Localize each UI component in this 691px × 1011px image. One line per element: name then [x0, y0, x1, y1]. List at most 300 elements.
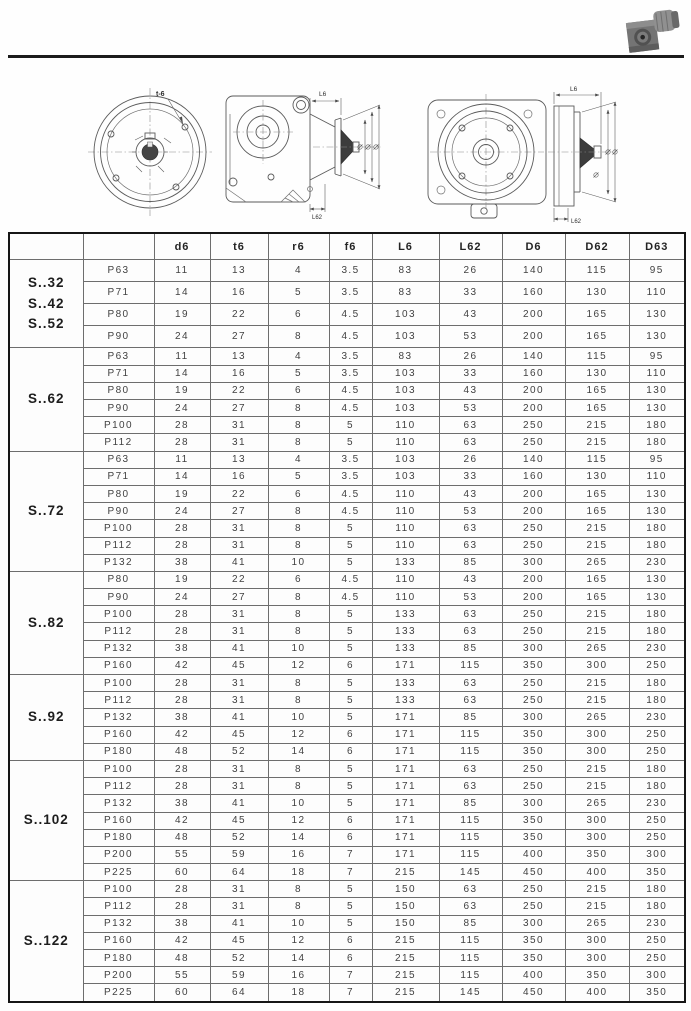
value-cell: 31 — [210, 675, 268, 692]
value-cell: 28 — [154, 898, 210, 915]
column-header: L62 — [439, 233, 502, 260]
value-cell: 250 — [502, 623, 565, 640]
value-cell: 130 — [629, 571, 685, 588]
value-cell: 12 — [268, 657, 329, 674]
value-cell: 8 — [268, 326, 329, 348]
value-cell: 165 — [565, 326, 629, 348]
value-cell: 171 — [372, 760, 439, 777]
keyed-bore-detail — [132, 133, 171, 172]
dimension-table — [8, 232, 686, 1003]
value-cell: 28 — [154, 537, 210, 554]
value-cell: 4.5 — [329, 485, 372, 502]
value-cell: 115 — [565, 348, 629, 365]
value-cell: 85 — [439, 915, 502, 932]
value-cell: 41 — [210, 915, 268, 932]
value-cell: 350 — [502, 950, 565, 967]
value-cell: 215 — [372, 864, 439, 881]
value-cell: 28 — [154, 623, 210, 640]
value-cell: 103 — [372, 304, 439, 326]
value-cell: 115 — [439, 657, 502, 674]
value-cell: 180 — [629, 778, 685, 795]
table-row — [9, 451, 685, 468]
value-cell: 230 — [629, 915, 685, 932]
value-cell: 18 — [268, 864, 329, 881]
value-cell: 28 — [154, 520, 210, 537]
value-cell: 27 — [210, 326, 268, 348]
size-cell: P200 — [83, 846, 154, 863]
value-cell: 350 — [502, 932, 565, 949]
value-cell: 265 — [565, 640, 629, 657]
value-cell: 18 — [268, 984, 329, 1002]
value-cell: 140 — [502, 348, 565, 365]
value-cell: 63 — [439, 434, 502, 451]
value-cell: 24 — [154, 400, 210, 417]
value-cell: 43 — [439, 304, 502, 326]
value-cell: 10 — [268, 554, 329, 571]
value-cell: 115 — [439, 743, 502, 760]
value-cell: 180 — [629, 623, 685, 640]
value-cell: 14 — [154, 365, 210, 382]
table-row — [9, 589, 685, 606]
value-cell: 95 — [629, 260, 685, 282]
value-cell: 5 — [268, 365, 329, 382]
value-cell: 5 — [329, 520, 372, 537]
value-cell: 110 — [629, 365, 685, 382]
size-cell: P80 — [83, 382, 154, 399]
value-cell: 42 — [154, 657, 210, 674]
value-cell: 350 — [629, 864, 685, 881]
value-cell: 12 — [268, 812, 329, 829]
value-cell: 200 — [502, 503, 565, 520]
value-cell: 5 — [329, 537, 372, 554]
value-cell: 145 — [439, 864, 502, 881]
size-cell: P112 — [83, 434, 154, 451]
value-cell: 200 — [502, 326, 565, 348]
value-cell: 6 — [329, 829, 372, 846]
table-row — [9, 915, 685, 932]
value-cell: 103 — [372, 468, 439, 485]
value-cell: 27 — [210, 589, 268, 606]
value-cell: 130 — [629, 589, 685, 606]
table-row — [9, 503, 685, 520]
value-cell: 4.5 — [329, 571, 372, 588]
size-cell: P160 — [83, 812, 154, 829]
value-cell: 3.5 — [329, 468, 372, 485]
group-label: S..82 — [9, 571, 83, 674]
value-cell: 28 — [154, 778, 210, 795]
value-cell: 63 — [439, 537, 502, 554]
value-cell: 300 — [565, 657, 629, 674]
empty-header-cell — [83, 233, 154, 260]
value-cell: 110 — [629, 468, 685, 485]
value-cell: 4.5 — [329, 382, 372, 399]
value-cell: 5 — [329, 434, 372, 451]
value-cell: 19 — [154, 304, 210, 326]
value-cell: 171 — [372, 726, 439, 743]
size-cell: P132 — [83, 709, 154, 726]
value-cell: 130 — [629, 382, 685, 399]
size-cell: P100 — [83, 760, 154, 777]
gearmotor-photo — [620, 5, 684, 57]
value-cell: 28 — [154, 675, 210, 692]
flange-front-view-drawing — [72, 86, 232, 218]
value-cell: 350 — [565, 846, 629, 863]
table-row — [9, 846, 685, 863]
value-cell: 200 — [502, 571, 565, 588]
value-cell: 64 — [210, 864, 268, 881]
value-cell: 215 — [372, 932, 439, 949]
value-cell: 6 — [268, 382, 329, 399]
value-cell: 13 — [210, 260, 268, 282]
table-row — [9, 606, 685, 623]
value-cell: 14 — [154, 282, 210, 304]
size-cell: P200 — [83, 967, 154, 984]
value-cell: 171 — [372, 778, 439, 795]
size-cell: P71 — [83, 282, 154, 304]
value-cell: 5 — [329, 606, 372, 623]
value-cell: 115 — [565, 260, 629, 282]
value-cell: 200 — [502, 485, 565, 502]
gearbox-flange-view-drawing — [418, 80, 620, 226]
value-cell: 6 — [329, 743, 372, 760]
value-cell: 215 — [372, 984, 439, 1002]
value-cell: 8 — [268, 881, 329, 898]
value-cell: 265 — [565, 795, 629, 812]
value-cell: 3.5 — [329, 451, 372, 468]
value-cell: 45 — [210, 812, 268, 829]
value-cell: 16 — [210, 468, 268, 485]
column-header: f6 — [329, 233, 372, 260]
table-row — [9, 537, 685, 554]
size-cell: P80 — [83, 304, 154, 326]
value-cell: 48 — [154, 950, 210, 967]
value-cell: 22 — [210, 571, 268, 588]
value-cell: 83 — [372, 282, 439, 304]
value-cell: 5 — [329, 795, 372, 812]
size-cell: P90 — [83, 400, 154, 417]
value-cell: 171 — [372, 743, 439, 760]
value-cell: 215 — [565, 778, 629, 795]
value-cell: 350 — [502, 726, 565, 743]
value-cell: 300 — [502, 709, 565, 726]
value-cell: 140 — [502, 260, 565, 282]
table-row — [9, 260, 685, 282]
value-cell: 130 — [565, 282, 629, 304]
value-cell: 160 — [502, 282, 565, 304]
value-cell: 14 — [268, 743, 329, 760]
value-cell: 133 — [372, 623, 439, 640]
value-cell: 215 — [372, 950, 439, 967]
size-cell: P100 — [83, 675, 154, 692]
value-cell: 103 — [372, 382, 439, 399]
value-cell: 63 — [439, 623, 502, 640]
value-cell: 350 — [502, 657, 565, 674]
value-cell: 8 — [268, 675, 329, 692]
value-cell: 150 — [372, 898, 439, 915]
table-row — [9, 640, 685, 657]
header-rule — [8, 55, 684, 58]
value-cell: 5 — [329, 915, 372, 932]
table-row — [9, 984, 685, 1002]
size-cell: P80 — [83, 571, 154, 588]
column-header: D62 — [565, 233, 629, 260]
value-cell: 6 — [329, 726, 372, 743]
value-cell: 5 — [329, 898, 372, 915]
value-cell: 53 — [439, 503, 502, 520]
value-cell: 63 — [439, 520, 502, 537]
value-cell: 55 — [154, 846, 210, 863]
value-cell: 24 — [154, 503, 210, 520]
value-cell: 230 — [629, 554, 685, 571]
table-row — [9, 709, 685, 726]
value-cell: 6 — [268, 571, 329, 588]
value-cell: 43 — [439, 571, 502, 588]
value-cell: 6 — [329, 950, 372, 967]
value-cell: 38 — [154, 640, 210, 657]
value-cell: 63 — [439, 606, 502, 623]
value-cell: 130 — [629, 400, 685, 417]
value-cell: 165 — [565, 304, 629, 326]
value-cell: 8 — [268, 537, 329, 554]
value-cell: 5 — [268, 468, 329, 485]
value-cell: 400 — [502, 967, 565, 984]
table-row — [9, 812, 685, 829]
value-cell: 400 — [502, 846, 565, 863]
value-cell: 59 — [210, 967, 268, 984]
value-cell: 28 — [154, 606, 210, 623]
value-cell: 215 — [565, 692, 629, 709]
value-cell: 8 — [268, 589, 329, 606]
size-cell: P63 — [83, 451, 154, 468]
value-cell: 45 — [210, 726, 268, 743]
value-cell: 31 — [210, 520, 268, 537]
value-cell: 215 — [565, 623, 629, 640]
value-cell: 41 — [210, 640, 268, 657]
value-cell: 4 — [268, 348, 329, 365]
value-cell: 6 — [329, 657, 372, 674]
size-cell: P112 — [83, 898, 154, 915]
value-cell: 6 — [268, 485, 329, 502]
size-cell: P180 — [83, 950, 154, 967]
value-cell: 8 — [268, 623, 329, 640]
value-cell: 31 — [210, 692, 268, 709]
value-cell: 5 — [329, 623, 372, 640]
size-cell: P132 — [83, 915, 154, 932]
value-cell: 171 — [372, 812, 439, 829]
value-cell: 8 — [268, 417, 329, 434]
value-cell: 10 — [268, 640, 329, 657]
value-cell: 300 — [565, 743, 629, 760]
value-cell: 53 — [439, 400, 502, 417]
value-cell: 45 — [210, 657, 268, 674]
value-cell: 42 — [154, 726, 210, 743]
value-cell: 63 — [439, 675, 502, 692]
value-cell: 11 — [154, 348, 210, 365]
value-cell: 5 — [329, 675, 372, 692]
value-cell: 27 — [210, 400, 268, 417]
value-cell: 160 — [502, 365, 565, 382]
table-row — [9, 829, 685, 846]
table-row — [9, 760, 685, 777]
value-cell: 52 — [210, 950, 268, 967]
table-row — [9, 692, 685, 709]
size-cell: P180 — [83, 743, 154, 760]
value-cell: 31 — [210, 606, 268, 623]
value-cell: 53 — [439, 326, 502, 348]
value-cell: 180 — [629, 417, 685, 434]
column-header: L6 — [372, 233, 439, 260]
value-cell: 63 — [439, 881, 502, 898]
value-cell: 43 — [439, 382, 502, 399]
value-cell: 215 — [565, 434, 629, 451]
table-row — [9, 365, 685, 382]
value-cell: 48 — [154, 743, 210, 760]
diameter-symbols — [358, 145, 379, 150]
value-cell: 11 — [154, 260, 210, 282]
value-cell: 250 — [629, 812, 685, 829]
table-row — [9, 726, 685, 743]
column-header: r6 — [268, 233, 329, 260]
value-cell: 19 — [154, 571, 210, 588]
value-cell: 130 — [565, 468, 629, 485]
value-cell: 55 — [154, 967, 210, 984]
size-cell: P160 — [83, 657, 154, 674]
value-cell: 250 — [502, 692, 565, 709]
size-cell: P132 — [83, 554, 154, 571]
value-cell: 171 — [372, 829, 439, 846]
table-row — [9, 282, 685, 304]
column-header: D63 — [629, 233, 685, 260]
value-cell: 350 — [629, 984, 685, 1002]
gearmotor-photo-shapes — [625, 9, 682, 53]
value-cell: 103 — [372, 326, 439, 348]
size-cell: P63 — [83, 348, 154, 365]
value-cell: 350 — [502, 743, 565, 760]
size-cell: P112 — [83, 537, 154, 554]
value-cell: 5 — [329, 692, 372, 709]
value-cell: 110 — [372, 589, 439, 606]
value-cell: 6 — [268, 304, 329, 326]
value-cell: 250 — [629, 726, 685, 743]
value-cell: 3.5 — [329, 282, 372, 304]
table-row — [9, 967, 685, 984]
value-cell: 200 — [502, 304, 565, 326]
size-cell: P80 — [83, 485, 154, 502]
value-cell: 12 — [268, 726, 329, 743]
value-cell: 110 — [372, 537, 439, 554]
value-cell: 7 — [329, 846, 372, 863]
value-cell: 180 — [629, 692, 685, 709]
value-cell: 130 — [565, 365, 629, 382]
table-row — [9, 400, 685, 417]
value-cell: 200 — [502, 589, 565, 606]
value-cell: 145 — [439, 984, 502, 1002]
value-cell: 115 — [439, 950, 502, 967]
dim-l62-label: L62 — [571, 219, 582, 225]
value-cell: 250 — [502, 881, 565, 898]
value-cell: 180 — [629, 606, 685, 623]
table-row — [9, 675, 685, 692]
value-cell: 59 — [210, 846, 268, 863]
value-cell: 115 — [439, 726, 502, 743]
value-cell: 265 — [565, 915, 629, 932]
value-cell: 250 — [629, 743, 685, 760]
detail-label: t-6 — [156, 91, 165, 98]
value-cell: 5 — [329, 640, 372, 657]
value-cell: 130 — [629, 326, 685, 348]
value-cell: 33 — [439, 365, 502, 382]
value-cell: 350 — [565, 967, 629, 984]
value-cell: 450 — [502, 864, 565, 881]
value-cell: 180 — [629, 675, 685, 692]
value-cell: 64 — [210, 984, 268, 1002]
value-cell: 250 — [502, 778, 565, 795]
group-label: S..72 — [9, 451, 83, 571]
value-cell: 115 — [439, 932, 502, 949]
column-header: D6 — [502, 233, 565, 260]
value-cell: 215 — [565, 760, 629, 777]
value-cell: 16 — [268, 846, 329, 863]
value-cell: 7 — [329, 864, 372, 881]
value-cell: 41 — [210, 795, 268, 812]
value-cell: 4.5 — [329, 400, 372, 417]
value-cell: 300 — [502, 554, 565, 571]
dim-l6-label: L6 — [570, 86, 578, 93]
table-row — [9, 326, 685, 348]
value-cell: 300 — [565, 950, 629, 967]
value-cell: 171 — [372, 657, 439, 674]
size-cell: P90 — [83, 589, 154, 606]
value-cell: 215 — [565, 675, 629, 692]
value-cell: 48 — [154, 829, 210, 846]
size-cell: P225 — [83, 864, 154, 881]
value-cell: 180 — [629, 898, 685, 915]
value-cell: 8 — [268, 520, 329, 537]
size-cell: P100 — [83, 606, 154, 623]
value-cell: 85 — [439, 795, 502, 812]
value-cell: 165 — [565, 589, 629, 606]
value-cell: 160 — [502, 468, 565, 485]
dim-l62-label: L62 — [312, 215, 323, 220]
value-cell: 8 — [268, 778, 329, 795]
value-cell: 8 — [268, 606, 329, 623]
table-row — [9, 434, 685, 451]
value-cell: 28 — [154, 434, 210, 451]
value-cell: 14 — [268, 829, 329, 846]
size-cell: P71 — [83, 365, 154, 382]
value-cell: 31 — [210, 623, 268, 640]
value-cell: 400 — [565, 864, 629, 881]
value-cell: 250 — [629, 657, 685, 674]
value-cell: 115 — [439, 846, 502, 863]
value-cell: 171 — [372, 846, 439, 863]
value-cell: 133 — [372, 675, 439, 692]
value-cell: 250 — [502, 417, 565, 434]
value-cell: 165 — [565, 400, 629, 417]
diameter-symbols — [594, 150, 618, 178]
table-row — [9, 304, 685, 326]
dim-l6-label: L6 — [319, 91, 327, 98]
value-cell: 133 — [372, 640, 439, 657]
value-cell: 60 — [154, 984, 210, 1002]
value-cell: 8 — [268, 503, 329, 520]
value-cell: 133 — [372, 606, 439, 623]
size-cell: P112 — [83, 778, 154, 795]
value-cell: 300 — [502, 915, 565, 932]
value-cell: 33 — [439, 282, 502, 304]
value-cell: 250 — [502, 537, 565, 554]
value-cell: 400 — [565, 984, 629, 1002]
